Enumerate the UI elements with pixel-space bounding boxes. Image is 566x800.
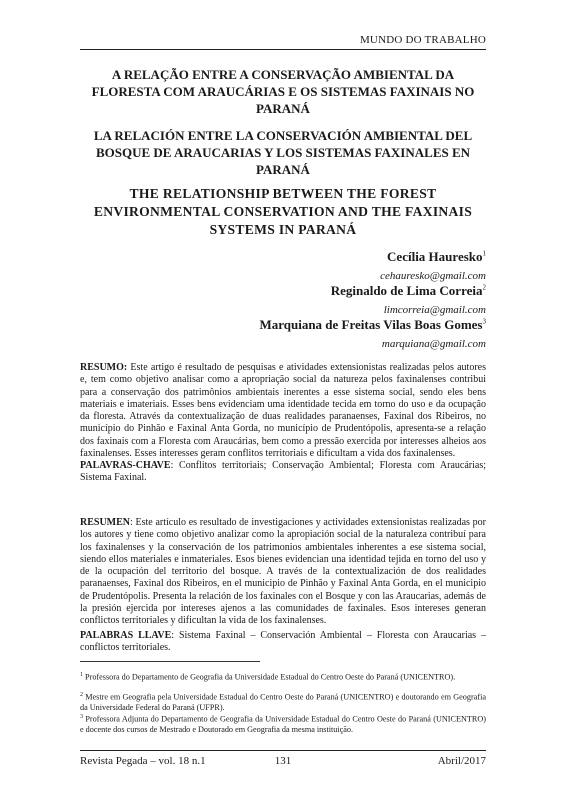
palabras-text: : Sistema Faxinal – Conservación Ambiental – Floresta con Araucarias – conflictos territoriales.	[80, 630, 486, 654]
journal-citation: Revista Pegada – vol. 18 n.1	[80, 755, 206, 767]
author-1-email: cehauresko@gmail.com	[380, 270, 486, 282]
title-english: THE RELATIONSHIP BETWEEN THE FOREST ENVIRONMENTAL CONSERVATION AND THE FAXINAIS SYSTEMS IN PARANÁ	[93, 186, 473, 237]
author-name: Cecília Hauresko	[387, 249, 483, 264]
page-number: 131	[274, 755, 292, 767]
author-1	[387, 249, 486, 265]
footnote-1: $^1$ Professora do Departamento de Geografia da Universidade Estadual do Centro Oeste do Paraná (UNICENTRO).	[80, 672, 456, 682]
title-spanish: LA RELACIÓN ENTRE LA CONSERVACIÓN AMBIENTAL DEL BOSQUE DE ARAUCARIAS Y LOS SISTEMAS FAXINALES EN PARANÁ	[93, 128, 473, 177]
resumo-text: Este artigo é resultado de pesquisas e atividades extensionistas realizadas pelos autores e, tem como objetivo analisar como a apropriação social da natureza pelos faxinalenses contribui para a conservação dos patrimônios ambientais inerentes a esse sistema social, sendo eles bens materiais e imateriais. Esses bens evidenciam uma identidade tecida em torno do uso e da ocupação da floresta. Através da contextualização de duas realidades paranaenses, Faxinal dos Ribeiros, no município do Pinhão e Faxinal Anta Gorda, no município de Prudentópolis, apresenta-se a relação dos faxinais com a Floresta com Araucárias, bem como a pressão exercida por interesses alheios aos faxinalenses. Esses interesses geram conflitos territoriais e dificultam a vida dos faxinalenses.	[80, 362, 486, 460]
author-2-email: limcorreia@gmail.com	[383, 304, 486, 316]
author-3-email: marquiana@gmail.com	[381, 338, 486, 350]
keywords-text: : Conflitos territoriais; Conservação Ambiental; Floresta com Araucárias; Sistema Faxinal.	[80, 460, 486, 484]
resumen-text: : Este artículo es resultado de investigaciones y actividades extensionistas realizadas por los autores y tiene como objetivo analizar como la apropiación social de la naturaleza contribuí para los faxinalenses y la conservación de los patrimonios ambientales inherentes a ese sistema social, siendo ellos materiales e inmateriales. Esos bienes evidencian una identidad tejida en torno del uso y de la ocupación del territorio del bosque. A través de la contextualización de dos realidades paranaenses, Faxinal dos Ribeiros, en el municipio de Pinhão y Faxinal Anta Gorda, en el municipio de Prudentópolis. Presenta la relación de los faxinales con el Bosque y con las Araucarias, además de la presión ejercida por intereses ajenos a las comunidades de faxinales. Esos intereses generan conflictos territoriales y dificultan la vida de los faxinalenses.	[80, 517, 486, 627]
footnote-rule	[80, 661, 260, 662]
resumen-label: RESUMEN	[80, 517, 131, 528]
abstract-spanish	[80, 517, 486, 628]
section-header: MUNDO DO TRABALHO	[359, 34, 486, 46]
footnote-ref: 2	[482, 283, 486, 292]
keywords-spanish	[80, 630, 486, 655]
author-name: Marquiana de Freitas Vilas Boas Gomes	[259, 317, 483, 332]
header-rule	[80, 49, 486, 50]
author-2	[331, 283, 486, 299]
palabras-label: PALABRAS LLAVE	[80, 630, 172, 641]
keywords-label: PALAVRAS-CHAVE	[80, 460, 171, 471]
footnote-ref: 1	[482, 249, 486, 258]
author-name: Reginaldo de Lima Correia	[330, 283, 483, 298]
footer-rule	[80, 750, 486, 751]
abstract-portuguese	[80, 362, 486, 460]
author-3	[259, 317, 486, 333]
footnote-ref: 3	[482, 317, 486, 326]
footnote-2: $^2$ Mestre em Geografia pela Universidade Estadual do Centro Oeste do Paraná (UNICENTRO) e doutorando em Geografia da Universidade Federal do Paraná (UFPR).	[80, 692, 486, 713]
keywords-portuguese	[80, 460, 486, 485]
title-portuguese: A RELAÇÃO ENTRE A CONSERVAÇÃO AMBIENTAL DA FLORESTA COM ARAUCÁRIAS E OS SISTEMAS FAXINAIS NO PARANÁ	[91, 67, 475, 116]
footnote-3: $^3$ Professora Adjunta do Departamento de Geografia da Universidade Estadual do Centro Oeste do Paraná (UNICENTRO) e docente dos cursos de Mestrado e Doutorado em Geografia da mesma instituição.	[80, 714, 486, 735]
publication-date: Abril/2017	[437, 755, 486, 767]
resumo-label: RESUMO:	[80, 362, 128, 373]
